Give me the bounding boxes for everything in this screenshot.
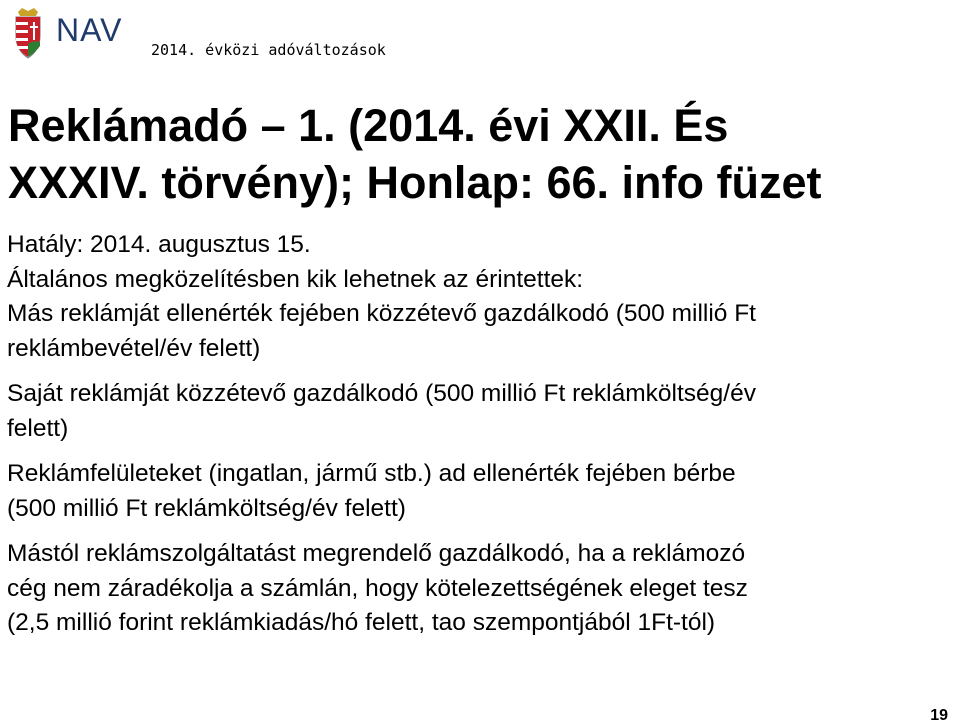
coat-of-arms-icon: [6, 6, 50, 62]
header-subtitle: 2014. évközi adóváltozások: [151, 41, 386, 59]
list-item: [7, 457, 955, 526]
title-line: XXXIV. törvény); Honlap: 66. info füzet: [8, 157, 822, 208]
list-item: [7, 537, 955, 641]
list-item-line: Más reklámját ellenérték fejében közzétevő gazdálkodó (500 millió Ft: [7, 300, 756, 327]
spacer: [7, 446, 955, 457]
intro-text: Általános megközelítésben kik lehetnek az érintettek:: [7, 265, 584, 293]
logo-text: NAV: [56, 12, 123, 48]
list-item-line: cég nem záradékolja a számlán, hogy kötelezettségének eleget tesz: [7, 574, 748, 602]
list-item-line: reklámbevétel/év felett): [7, 334, 261, 362]
list-item: [7, 377, 955, 446]
slide-title: [8, 97, 953, 211]
list-item-line: felett): [7, 414, 69, 442]
effective-date: Hatály: 2014. augusztus 15.: [7, 231, 311, 258]
list-item-line: (500 millió Ft reklámköltség/év felett): [7, 494, 406, 522]
slide-body: [7, 228, 955, 641]
list-item-line: Saját reklámját közzétevő gazdálkodó (500 millió Ft reklámköltség/év: [7, 380, 756, 407]
spacer: [7, 526, 955, 537]
title-line: Reklámadó – 1. (2014. évi XXII. És: [8, 100, 729, 151]
list-item: [7, 297, 955, 366]
spacer: [7, 366, 955, 377]
list-item-line: Mástól reklámszolgáltatást megrendelő gazdálkodó, ha a reklámozó: [7, 540, 746, 567]
list-item-line: Reklámfelületeket (ingatlan, jármű stb.) ad ellenérték fejében bérbe: [7, 460, 736, 487]
nav-logo: [6, 6, 126, 62]
list-item-line: (2,5 millió forint reklámkiadás/hó felett, tao szempontjából 1Ft-tól): [7, 609, 716, 636]
page-number: 19: [930, 707, 948, 724]
